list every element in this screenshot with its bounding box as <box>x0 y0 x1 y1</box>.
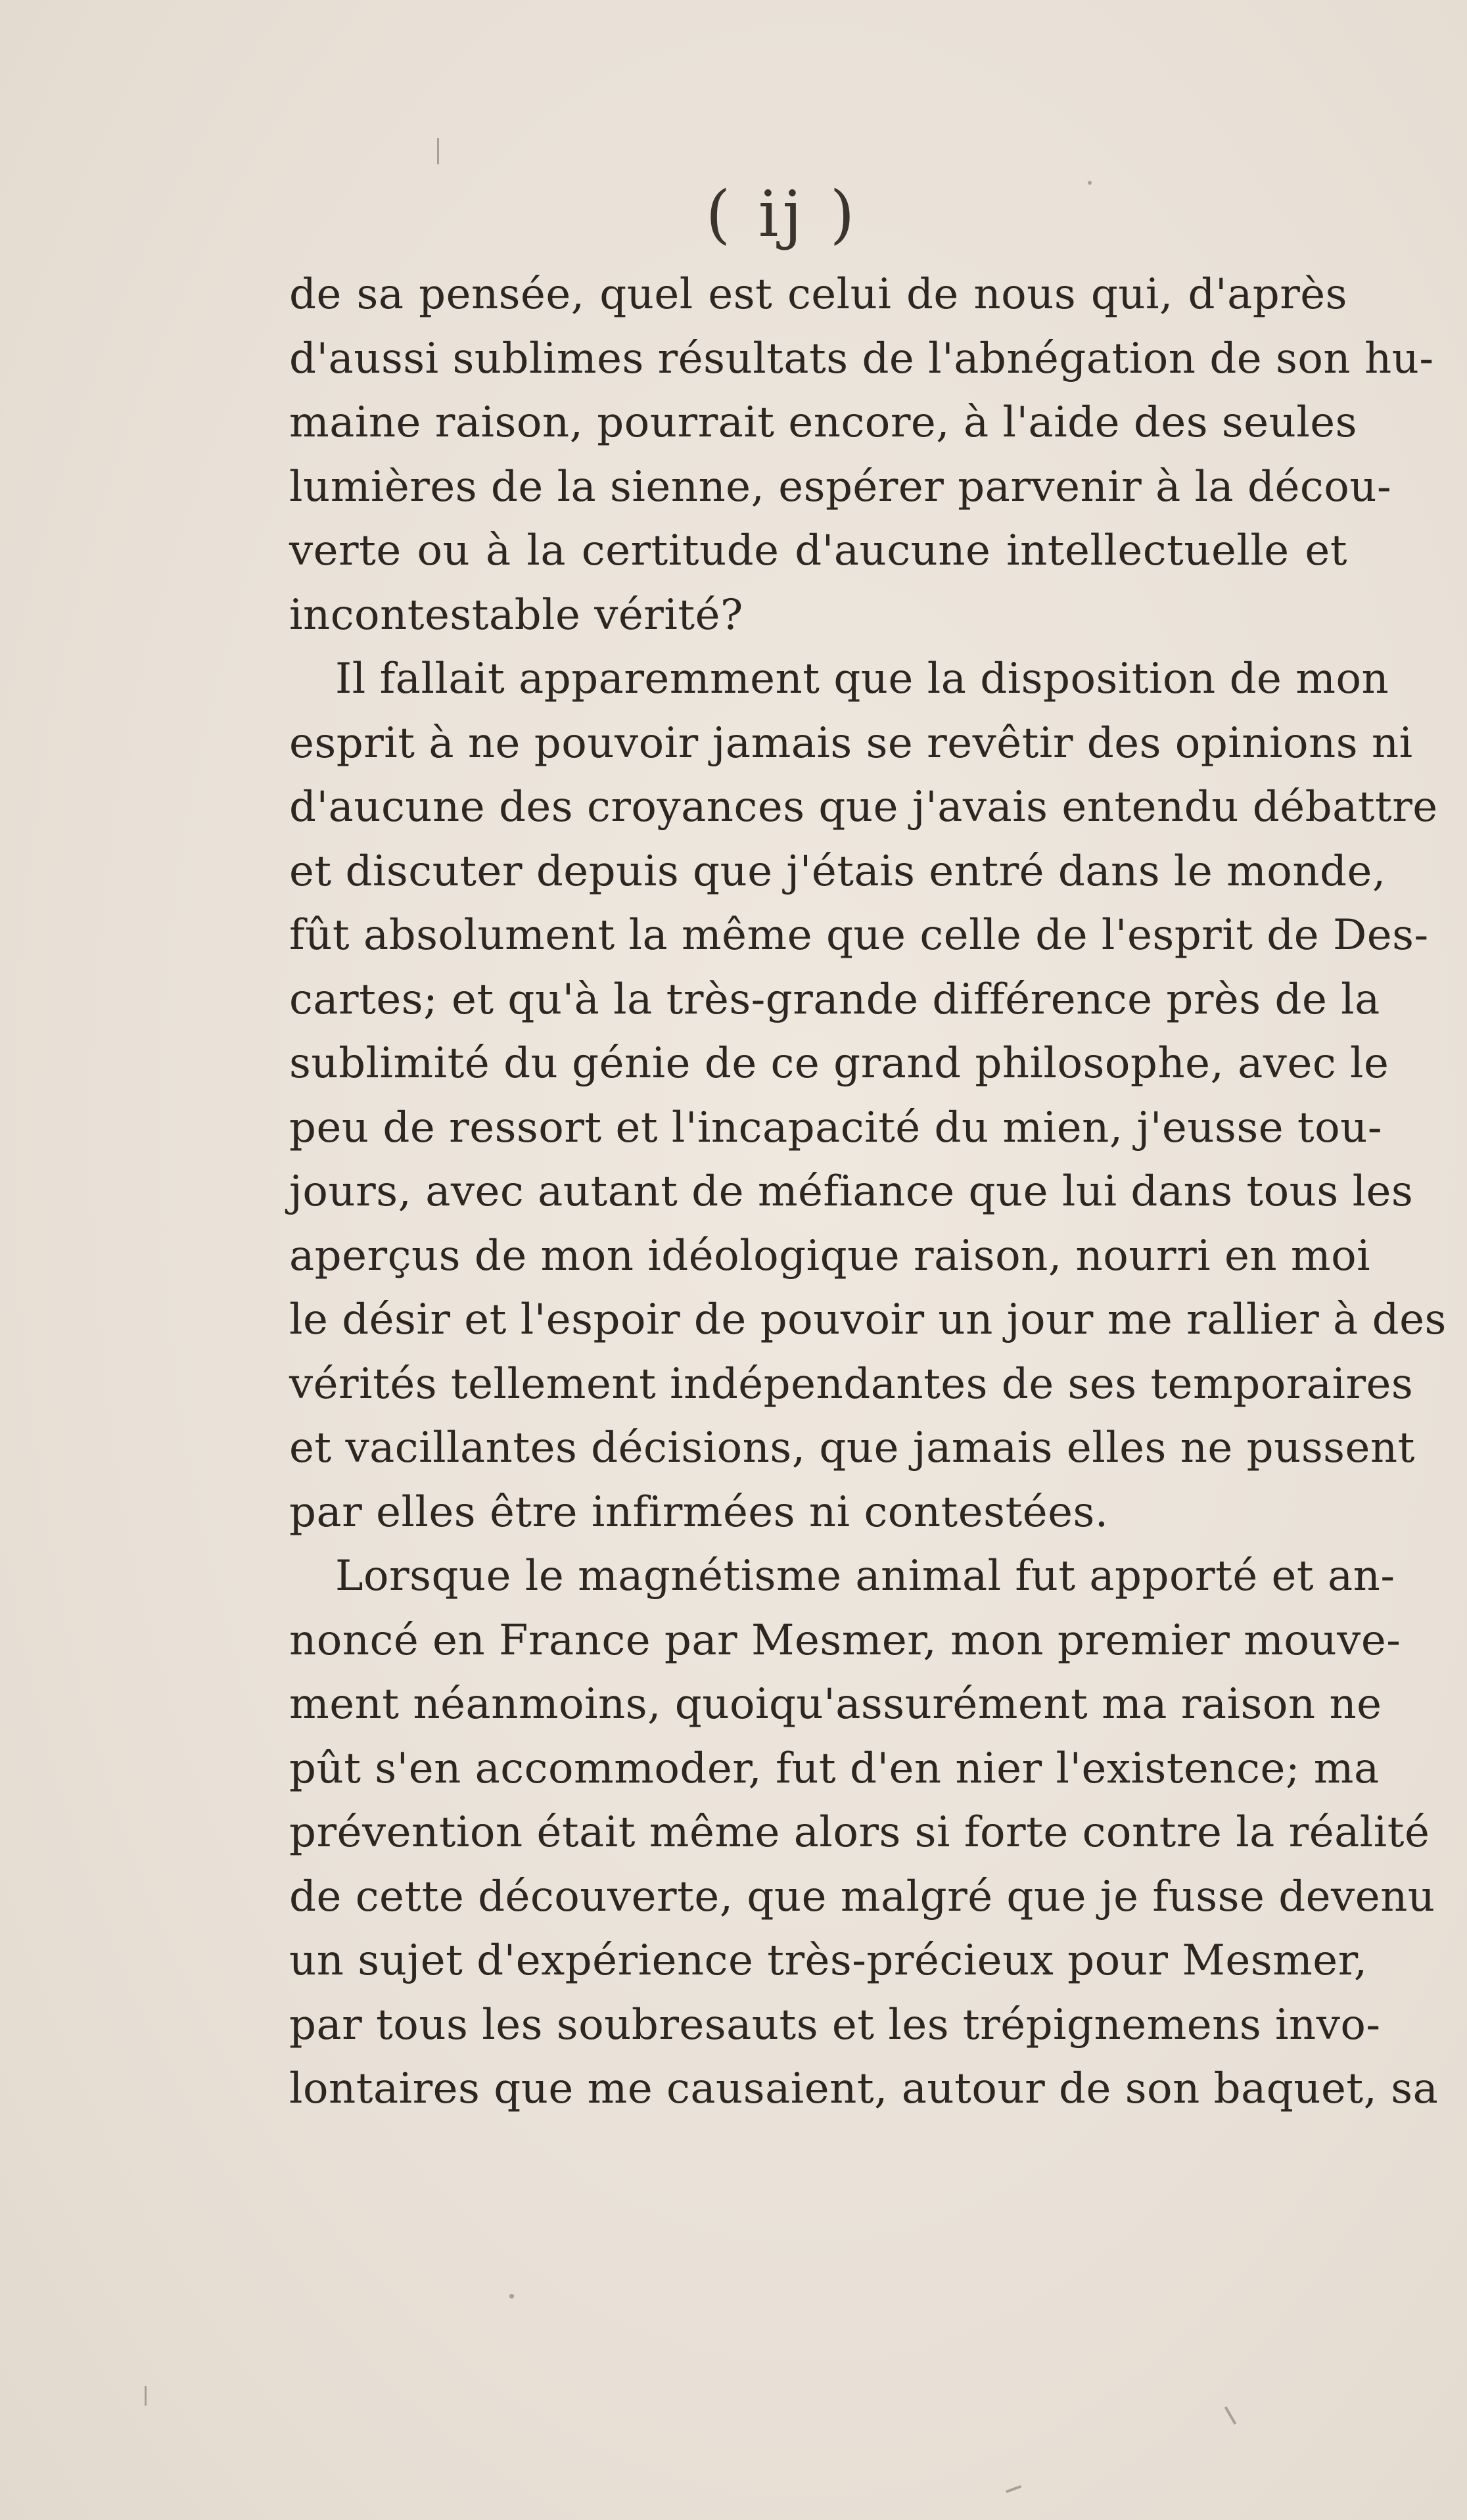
text-line: prévention était même alors si forte contre la réalité <box>289 1808 1430 1857</box>
page-number: ( ij ) <box>705 177 859 251</box>
text-line: jours, avec autant de méfiance que lui dans tous les <box>289 1167 1414 1216</box>
text-line: vérités tellement indépendantes de ses temporaires <box>289 1359 1414 1409</box>
body-text <box>289 263 1447 2122</box>
text-line: maine raison, pourrait encore, à l'aide des seules <box>289 398 1357 447</box>
text-line: fût absolument la même que celle de l'esprit de Des- <box>289 911 1429 960</box>
text-line: lumières de la sienne, espérer parvenir à la décou- <box>289 462 1392 511</box>
paper-speck <box>509 2294 514 2298</box>
text-line: ment néanmoins, quoiqu'assurément ma raison ne <box>289 1680 1382 1729</box>
text-line: sublimité du génie de ce grand philosophe, avec le <box>289 1039 1389 1088</box>
text-line: pût s'en accommoder, fut d'en nier l'existence; ma <box>289 1744 1380 1793</box>
text-line: d'aucune des croyances que j'avais entendu débattre <box>289 783 1438 831</box>
paper-speck <box>1224 2406 1236 2425</box>
text-line: et discuter depuis que j'étais entré dans le monde, <box>289 847 1386 896</box>
text-line: le désir et l'espoir de pouvoir un jour me rallier à des <box>289 1295 1447 1344</box>
text-line: lontaires que me causaient, autour de son baquet, sa <box>289 2065 1439 2113</box>
text-line: aperçus de mon idéologique raison, nourri en moi <box>289 1231 1371 1280</box>
text-line: et vacillantes décisions, que jamais elles ne pussent <box>289 1424 1415 1472</box>
text-line: par elles être infirmées ni contestées. <box>289 1487 1109 1537</box>
text-line: de sa pensée, quel est celui de nous qui, d'après <box>289 270 1347 319</box>
text-line: de cette découverte, que malgré que je fusse devenu <box>289 1872 1435 1921</box>
text-line: par tous les soubresauts et les trépignemens invo- <box>289 2000 1381 2049</box>
text-line: verte ou à la certitude d'aucune intellectuelle et <box>289 526 1347 575</box>
text-line: Lorsque le magnétisme animal fut apporté et an- <box>335 1552 1395 1600</box>
text-line: Il fallait apparemment que la disposition de mon <box>335 655 1389 703</box>
paper-speck <box>145 2386 147 2406</box>
text-line: noncé en France par Mesmer, mon premier mouve- <box>289 1616 1401 1665</box>
text-line: peu de ressort et l'incapacité du mien, j'eusse tou- <box>289 1103 1382 1152</box>
text-line: un sujet d'expérience très-précieux pour Mesmer, <box>289 1936 1368 1985</box>
text-line: d'aussi sublimes résultats de l'abnégation de son hu- <box>289 334 1434 383</box>
paper-speck <box>437 138 439 164</box>
paper-speck <box>1006 2485 1021 2493</box>
text-line: cartes; et qu'à la très-grande différence près de la <box>289 975 1380 1024</box>
paper-speck <box>1088 181 1092 185</box>
text-line: incontestable vérité? <box>289 590 743 640</box>
text-line: esprit à ne pouvoir jamais se revêtir des opinions ni <box>289 718 1413 768</box>
